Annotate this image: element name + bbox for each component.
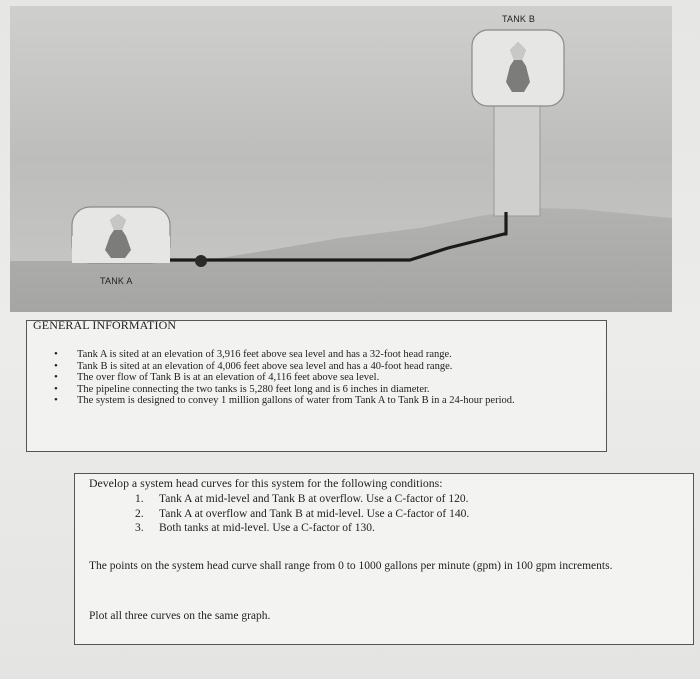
bullet-icon: • [54, 348, 58, 360]
task-box [74, 473, 694, 645]
condition-item [135, 507, 469, 522]
bullet-icon: • [54, 359, 58, 372]
info-item-text: Tank A is sited at an elevation of 3,916 feet above sea level and has a 32-foot head range. [77, 349, 452, 360]
plot-instruction-text: Plot all three curves on the same graph. [89, 610, 271, 622]
tank-a-label: TANK A [100, 276, 133, 286]
condition-number: 2. [135, 507, 144, 520]
info-item [54, 394, 592, 407]
info-item [54, 359, 592, 373]
condition-item [135, 492, 469, 507]
pump-valve [195, 255, 207, 267]
condition-number: 3. [135, 522, 144, 534]
info-item-text: The pipeline connecting the two tanks is 5,280 feet long and is 6 inches in diameter. [77, 383, 430, 395]
info-item-text: Tank B is sited at an elevation of 4,006 feet above sea level and has a 40-foot head range. [77, 360, 453, 372]
points-range-text: The points on the system head curve shall range from 0 to 1000 gallons per minute (gpm) in 100 gpm increments. [89, 560, 613, 572]
tank-b-tower [494, 104, 540, 216]
bullet-icon: • [54, 394, 58, 407]
tank-system-figure [10, 6, 672, 312]
condition-list [135, 492, 469, 536]
task-intro: Develop a system head curves for this system for the following conditions: [89, 476, 443, 490]
info-item-text: The over flow of Tank B is at an elevation of 4,116 feet above sea level. [77, 372, 380, 384]
tank-b-label: TANK B [502, 14, 536, 24]
condition-item [135, 521, 469, 536]
condition-text: Tank A at overflow and Tank B at mid-level. Use a C-factor of 140. [159, 507, 470, 520]
general-information-list [54, 348, 592, 407]
general-information-title: GENERAL INFORMATION [33, 318, 177, 332]
bullet-icon: • [54, 382, 58, 395]
info-item [54, 348, 592, 361]
bullet-icon: • [54, 371, 58, 384]
condition-number: 1. [135, 493, 144, 505]
info-item [54, 371, 592, 384]
condition-text: Tank A at mid-level and Tank B at overflow. Use a C-factor of 120. [159, 493, 469, 505]
general-information-box [26, 320, 607, 452]
condition-text: Both tanks at mid-level. Use a C-factor of 130. [159, 522, 375, 534]
tank-diagram [10, 6, 672, 312]
info-item [54, 382, 592, 396]
info-item-text: The system is designed to convey 1 million gallons of water from Tank A to Tank B in a 24-hour period. [77, 395, 515, 407]
